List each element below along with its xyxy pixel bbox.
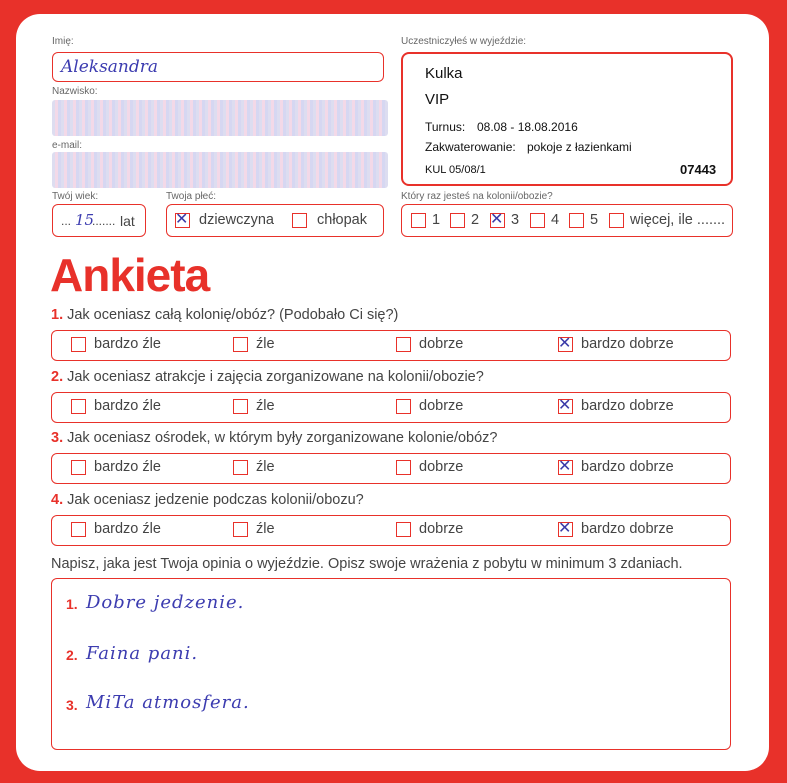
opinion-line-3-num: 3.: [66, 697, 78, 713]
question-3-checkbox-1[interactable]: [71, 460, 86, 475]
question-1-option-4: bardzo dobrze: [581, 336, 674, 352]
times-option-1: 1: [432, 212, 441, 228]
opinion-box[interactable]: [51, 578, 731, 750]
question-1-checkbox-4[interactable]: [558, 333, 573, 352]
question-1-label: Jak oceniasz całą kolonię/obóz? (Podobało Ci się?): [67, 307, 399, 323]
question-2-checkbox-4[interactable]: [558, 395, 573, 414]
email-redaction: [52, 152, 388, 188]
age-label: Twój wiek:: [52, 191, 99, 202]
question-2-option-2: źle: [256, 398, 275, 414]
question-4-option-3: dobrze: [419, 521, 464, 537]
question-1-options: [51, 330, 731, 361]
age-unit: lat: [120, 213, 135, 229]
gender-checkbox-female[interactable]: [175, 209, 190, 228]
question-3-options: [51, 453, 731, 484]
check-mark-icon: ✕: [175, 209, 189, 228]
question-4-text: [51, 492, 364, 508]
times-field: [401, 204, 733, 237]
first-name-value: Aleksandra: [61, 57, 159, 77]
first-name-label: Imię:: [52, 36, 74, 47]
question-3-option-3: dobrze: [419, 459, 464, 475]
question-4-label: Jak oceniasz jedzenie podczas kolonii/obozu?: [67, 492, 364, 508]
opinion-line-2: Faina pani.: [86, 643, 199, 664]
age-field[interactable]: [52, 204, 146, 237]
question-3-option-1: bardzo źle: [94, 459, 161, 475]
opinion-line-1-num: 1.: [66, 596, 78, 612]
question-4-options: [51, 515, 731, 546]
check-mark-icon: ✕: [558, 395, 572, 414]
question-3-text: [51, 430, 497, 446]
question-4-number: 4.: [51, 492, 64, 508]
times-option-2: 2: [471, 212, 480, 228]
turnus-label: Turnus:: [425, 120, 466, 134]
question-4-option-2: źle: [256, 521, 275, 537]
question-2-checkbox-1[interactable]: [71, 399, 86, 414]
age-dots-right: .......: [92, 214, 116, 228]
times-option-5: 5: [590, 212, 599, 228]
question-1-checkbox-2[interactable]: [233, 337, 248, 352]
email-label: e-mail:: [52, 140, 83, 151]
question-3-option-4: bardzo dobrze: [581, 459, 674, 475]
turnus-value: 08.08 - 18.08.2016: [477, 120, 578, 134]
question-4-option-4: bardzo dobrze: [581, 521, 674, 537]
gender-option-female: dziewczyna: [199, 212, 274, 228]
question-4-checkbox-1[interactable]: [71, 522, 86, 537]
check-mark-icon: ✕: [558, 456, 572, 475]
check-mark-icon: ✕: [490, 209, 504, 228]
question-4-option-1: bardzo źle: [94, 521, 161, 537]
times-checkbox-3[interactable]: [490, 209, 505, 228]
opinion-line-3: MiTa atmosfera.: [86, 692, 250, 713]
check-mark-icon: ✕: [558, 518, 572, 537]
times-option-more: więcej, ile .......: [630, 212, 726, 228]
question-1-option-1: bardzo źle: [94, 336, 161, 352]
age-dots-left: ...: [61, 214, 72, 228]
question-2-checkbox-2[interactable]: [233, 399, 248, 414]
opinion-prompt: Napisz, jaka jest Twoja opinia o wyjeździe. Opisz swoje wrażenia z pobytu w minimum 3 zdaniach.: [51, 556, 683, 572]
times-checkbox-2[interactable]: [450, 213, 465, 228]
times-checkbox-more[interactable]: [609, 213, 624, 228]
accommodation-label: Zakwaterowanie:: [425, 140, 516, 154]
opinion-line-1: Dobre jedzenie.: [86, 592, 245, 613]
question-3-label: Jak oceniasz ośrodek, w którym były zorganizowane kolonie/obóz?: [67, 430, 498, 446]
last-name-redaction: [52, 100, 388, 136]
question-1-option-2: źle: [256, 336, 275, 352]
first-name-field[interactable]: [52, 52, 384, 82]
question-4-checkbox-4[interactable]: [558, 518, 573, 537]
question-2-label: Jak oceniasz atrakcje i zajęcia zorganizowane na kolonii/obozie?: [67, 369, 484, 385]
question-2-options: [51, 392, 731, 423]
accommodation-value: pokoje z łazienkami: [527, 140, 632, 154]
trip-name: Kulka: [425, 65, 463, 82]
gender-option-male: chłopak: [317, 212, 367, 228]
trip-type: VIP: [425, 91, 450, 108]
trip-number: 07443: [680, 162, 717, 177]
question-2-checkbox-3[interactable]: [396, 399, 411, 414]
times-label: Który raz jesteś na kolonii/obozie?: [401, 191, 553, 202]
question-2-option-4: bardzo dobrze: [581, 398, 674, 414]
gender-field: [166, 204, 384, 237]
trip-info-box: [401, 52, 733, 186]
times-checkbox-1[interactable]: [411, 213, 426, 228]
times-option-3: 3: [511, 212, 520, 228]
times-checkbox-4[interactable]: [530, 213, 545, 228]
question-3-option-2: źle: [256, 459, 275, 475]
opinion-line-2-num: 2.: [66, 647, 78, 663]
question-1-text: [51, 307, 398, 323]
question-1-checkbox-3[interactable]: [396, 337, 411, 352]
check-mark-icon: ✕: [558, 333, 572, 352]
times-option-4: 4: [551, 212, 560, 228]
gender-checkbox-male[interactable]: [292, 213, 307, 228]
trip-code: KUL 05/08/1: [425, 164, 486, 176]
question-3-number: 3.: [51, 430, 64, 446]
gender-label: Twoja płeć:: [166, 191, 217, 202]
question-4-checkbox-2[interactable]: [233, 522, 248, 537]
age-value: 15: [75, 211, 95, 229]
survey-title: Ankieta: [50, 249, 210, 301]
question-2-option-1: bardzo źle: [94, 398, 161, 414]
question-3-checkbox-2[interactable]: [233, 460, 248, 475]
question-3-checkbox-4[interactable]: [558, 456, 573, 475]
question-3-checkbox-3[interactable]: [396, 460, 411, 475]
question-2-number: 2.: [51, 369, 64, 385]
question-2-text: [51, 369, 484, 385]
trip-label: Uczestniczyłeś w wyjeździe:: [401, 36, 527, 47]
question-4-checkbox-3[interactable]: [396, 522, 411, 537]
question-1-number: 1.: [51, 307, 64, 323]
question-1-option-3: dobrze: [419, 336, 464, 352]
question-1-checkbox-1[interactable]: [71, 337, 86, 352]
last-name-label: Nazwisko:: [52, 86, 98, 97]
question-2-option-3: dobrze: [419, 398, 464, 414]
times-checkbox-5[interactable]: [569, 213, 584, 228]
